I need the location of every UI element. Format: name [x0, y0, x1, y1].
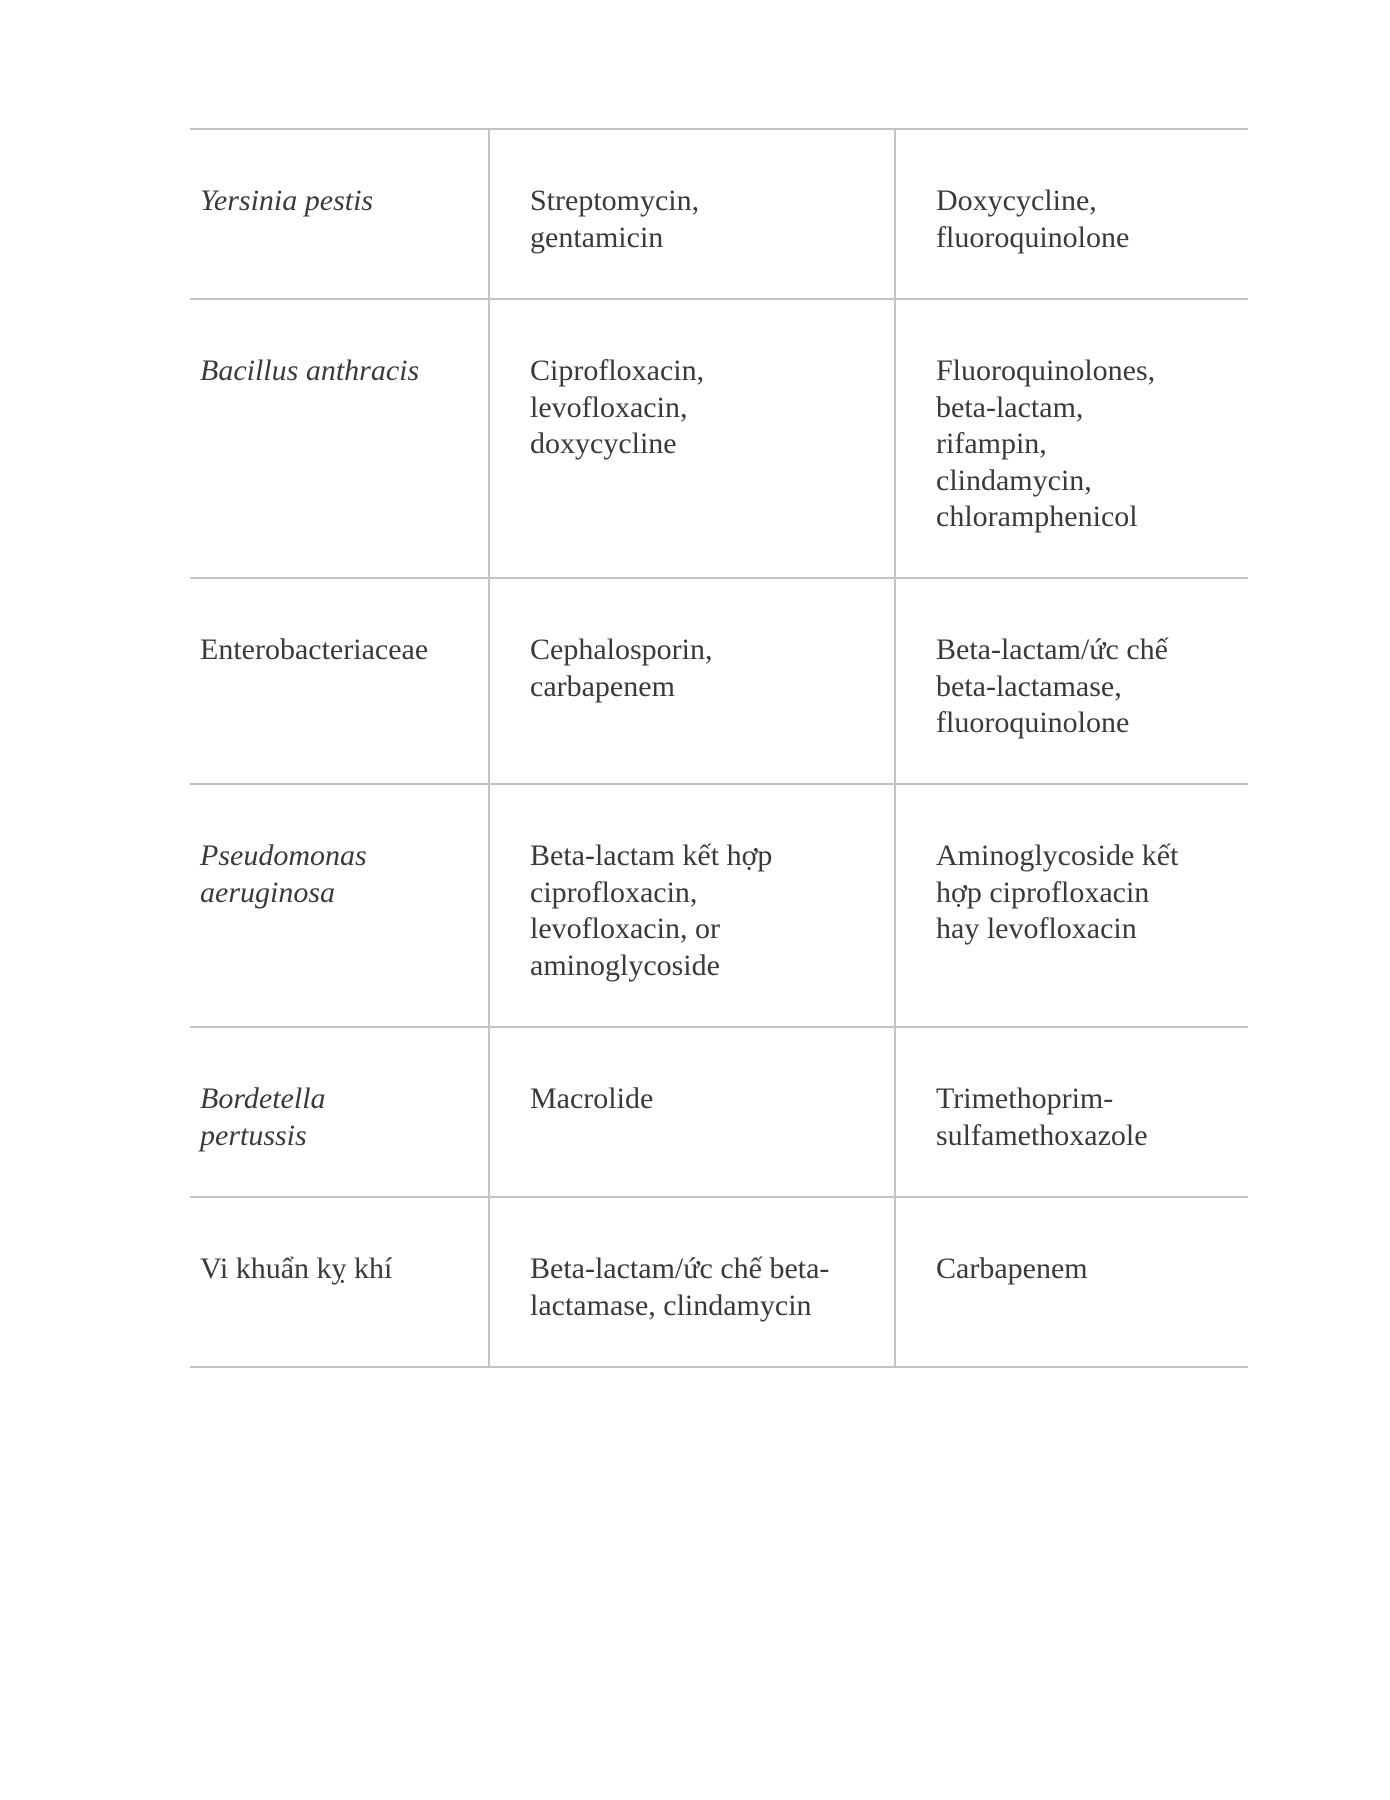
first-choice-cell — [489, 1027, 895, 1197]
alternative-cell — [895, 129, 1248, 299]
antibiotic-table — [190, 128, 1248, 1368]
table-row — [190, 1027, 1248, 1197]
table-row — [190, 784, 1248, 1027]
alternative-cell — [895, 784, 1248, 1027]
alternative-drugs: Beta-lactam/ức chế beta-lactamase, fluoroquinolone — [936, 633, 1168, 739]
table-row — [190, 299, 1248, 578]
alternative-drugs: Doxycycline, fluoroquinolone — [936, 184, 1130, 254]
first-choice-drugs: Beta-lactam/ức chế beta- lactamase, clindamycin — [530, 1252, 830, 1322]
organism-name: Bacillus anthracis — [200, 354, 420, 387]
first-choice-drugs: Cephalosporin, carbapenem — [530, 633, 713, 703]
alternative-drugs: Aminoglycoside kết hợp ciprofloxacin hay levofloxacin — [936, 839, 1179, 945]
first-choice-cell — [489, 129, 895, 299]
alternative-drugs: Carbapenem — [936, 1252, 1088, 1285]
alternative-cell — [895, 1197, 1248, 1367]
alternative-drugs: Fluoroquinolones, beta-lactam, rifampin, clindamycin, chloramphenicol — [936, 354, 1156, 533]
organism-name: Bordetella pertussis — [200, 1082, 326, 1152]
organism-cell — [190, 1197, 489, 1367]
first-choice-cell — [489, 784, 895, 1027]
organism-cell — [190, 784, 489, 1027]
first-choice-drugs: Streptomycin, gentamicin — [530, 184, 700, 254]
first-choice-drugs: Ciprofloxacin, levofloxacin, doxycycline — [530, 354, 705, 460]
organism-name: Pseudomonas aeruginosa — [200, 839, 367, 909]
organism-name: Enterobacteriaceae — [200, 633, 429, 666]
alternative-cell — [895, 578, 1248, 784]
alternative-cell — [895, 299, 1248, 578]
organism-cell — [190, 578, 489, 784]
organism-cell — [190, 299, 489, 578]
first-choice-cell — [489, 1197, 895, 1367]
first-choice-cell — [489, 299, 895, 578]
table-row — [190, 578, 1248, 784]
table-row — [190, 129, 1248, 299]
organism-cell — [190, 129, 489, 299]
first-choice-cell — [489, 578, 895, 784]
organism-name: Vi khuẩn kỵ khí — [200, 1252, 393, 1285]
table-row — [190, 1197, 1248, 1367]
alternative-drugs: Trimethoprim- sulfamethoxazole — [936, 1082, 1148, 1152]
first-choice-drugs: Beta-lactam kết hợp ciprofloxacin, levofloxacin, or aminoglycoside — [530, 839, 773, 982]
organism-name: Yersinia pestis — [200, 184, 374, 217]
organism-cell — [190, 1027, 489, 1197]
alternative-cell — [895, 1027, 1248, 1197]
first-choice-drugs: Macrolide — [530, 1082, 654, 1115]
